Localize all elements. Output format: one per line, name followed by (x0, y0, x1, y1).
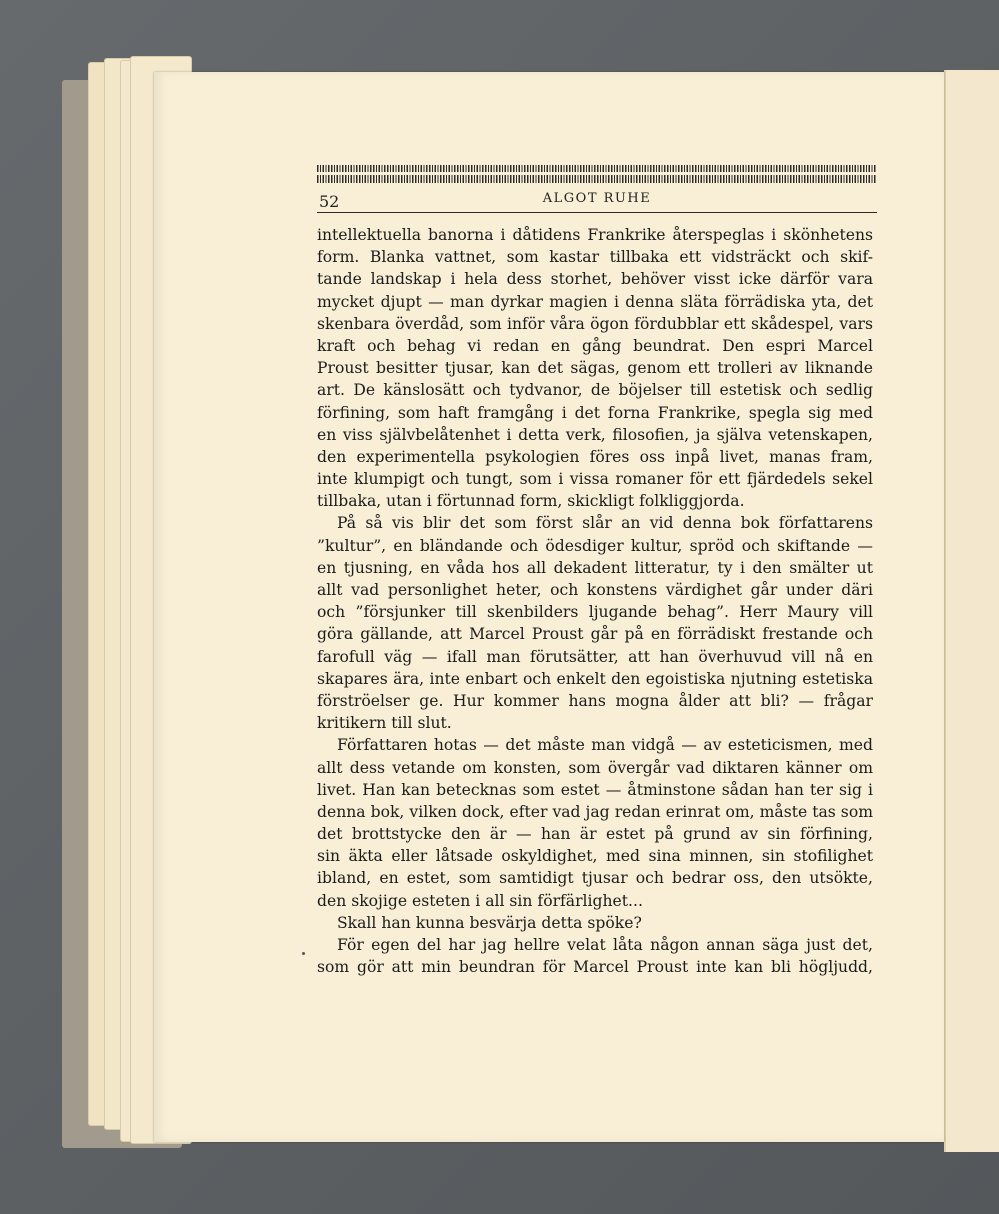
text-line: skapares ära, inte enbart och enkelt den egoistiska njutning estetiska (317, 669, 873, 688)
text-line: en tjusning, en våda hos all dekadent litteratur, ty i den smälter ut (317, 558, 873, 577)
text-line: Skall han kunna besvärja detta spöke? (337, 913, 642, 932)
text-line: farofull väg — ifall man förutsätter, att han överhuvud vill nå en (317, 647, 873, 666)
body-text (317, 224, 873, 978)
text-line: På så vis blir det som först slår an vid denna bok författarens (337, 514, 873, 533)
running-head: ALGOT RUHE (542, 191, 652, 206)
text-line: Proust besitter tjusar, kan det sägas, genom ett trolleri av liknande (317, 359, 873, 378)
text-line: art. De känslosätt och tydvanor, de böjelser till estetisk och sedlig (317, 381, 873, 400)
text-line: ”kultur”, en bländande och ödesdiger kultur, spröd och skiftande — (317, 536, 873, 555)
text-line: skenbara överdåd, som inför våra ögon fördubblar ett skådespel, vars (317, 314, 873, 333)
text-line: sin äkta eller låtsade oskyldighet, med sina minnen, sin stofilighet (317, 847, 873, 866)
paper-speck (302, 952, 305, 955)
text-line: allt dess vetande om konsten, som övergår vad diktaren känner om (317, 758, 873, 777)
text-line: en viss självbelåtenhet i detta verk, filosofien, ja själva vetenskapen, (317, 425, 873, 444)
text-line: denna bok, vilken dock, efter vad jag redan erinrat om, måste tas som (317, 802, 873, 821)
text-line: tillbaka, utan i förtunnad form, skickligt folkliggjorda. (317, 492, 745, 511)
page-header (317, 188, 877, 213)
text-line: För egen del har jag hellre velat låta någon annan säga just det, (337, 936, 873, 954)
text-line: kritikern till slut. (317, 714, 452, 733)
facing-page-edge (944, 70, 999, 1152)
text-line: kraft och behag vi redan en gång beundrat. Den espri Marcel (317, 336, 873, 355)
text-line: ibland, en estet, som samtidigt tjusar och bedrar oss, den utsökte, (317, 869, 873, 888)
text-line: Författaren hotas — det måste man vidgå — av esteticismen, med (337, 736, 873, 755)
text-line: förströelser ge. Hur kommer hans mogna ålder att bli? — frågar (317, 691, 873, 710)
text-line: det brottstycke den är — han är estet på grund av sin förfining, (317, 825, 873, 844)
text-line: förfining, som haft framgång i det forna Frankrike, spegla sig med (317, 403, 873, 422)
text-line: livet. Han kan betecknas som estet — åtminstone sådan han ter sig i (317, 780, 873, 799)
text-line: och ”försjunker till skenbilders ljugande behag”. Herr Maury vill (317, 603, 873, 622)
text-line: göra gällande, att Marcel Proust går på en förrädiskt frestande och (317, 625, 873, 644)
page-number: 52 (319, 192, 340, 211)
text-line: tande landskap i hela dess storhet, behöver visst icke därför vara (317, 270, 873, 289)
text-line: den experimentella psykologien föres oss inpå livet, manas fram, (317, 447, 873, 466)
text-line: mycket djupt — man dyrkar magien i denna släta förrädiska yta, det (317, 292, 873, 311)
header-ornament-rule (317, 165, 877, 183)
text-line: inte klumpigt och tungt, som i vissa romaner för ett fjärdedels sekel (317, 470, 873, 489)
text-line: den skojige esteten i all sin förfärlighet... (317, 891, 643, 910)
text-line: intellektuella banorna i dåtidens Frankrike återspeglas i skönhetens (317, 226, 873, 244)
text-line: form. Blanka vattnet, som kastar tillbaka ett vidsträckt och skif- (317, 248, 873, 267)
text-line: allt vad personlighet heter, och konstens värdighet går under däri (317, 581, 873, 599)
text-line: som gör att min beundran för Marcel Proust inte kan bli högljudd, (317, 958, 873, 977)
